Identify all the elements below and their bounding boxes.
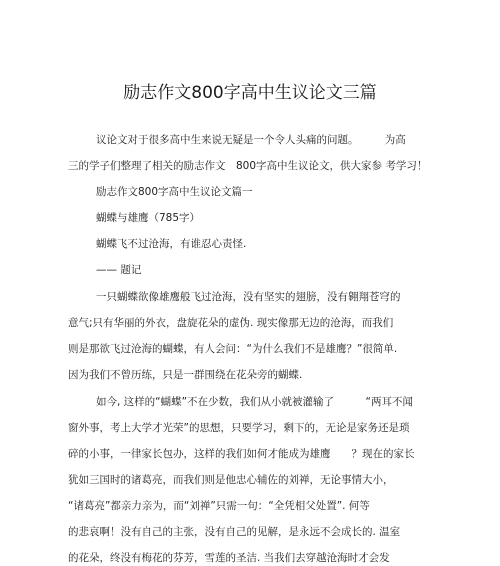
body-line: 一只蝴蝶欲像雄鹰般飞过沧海，没有坚实的翅膀，没有翱翔苍穹的	[96, 291, 401, 303]
body-line: “诸葛亮”都亲力亲为，而“刘禅”只需一句：“全凭相父处置”. 何等	[68, 500, 370, 512]
epigraph-attribution: —— 题记	[96, 264, 142, 276]
body-line: 的花朵，终没有梅花的芬芳，雪莲的圣洁. 当我们去穿越沧海时才会发	[68, 552, 390, 564]
body-line: 三的学子们整理了相关的励志作文 800字高中生议论文，供大家参 考学习！	[68, 160, 428, 172]
body-line: 如今, 这样的“蝴蝶”不在少数，我们从小就被灌输了 “两耳不闻	[96, 396, 413, 408]
body-line: 则是那欲飞过沧海的蝴蝶，有人会问：“为什么我们不是雄鹰？”很简单.	[68, 343, 398, 355]
section-heading: 励志作文800字高中生议论文篇一	[96, 186, 253, 198]
body-line: 窗外事，考上大学才光荣”的思想，只要学习，剩下的，无论是家务还是琐	[68, 422, 410, 434]
body-line: 犹如三国时的诸葛亮，而我们则是他忠心辅佐的刘禅，无论事情大小，	[68, 474, 394, 486]
body-line: 因为我们不曾历练，只是一群围绕在花朵旁的蝴蝶.	[68, 369, 303, 381]
body-line: 议论文对于很多高中生来说无疑是一个令人头痛的问题。 为高	[96, 134, 406, 146]
epigraph: 蝴蝶飞不过沧海，有谁忍心责怪.	[96, 238, 247, 250]
essay-title: 蝴蝶与雄鹰（785字）	[96, 212, 201, 224]
document-title: 励志作文800字高中生议论文三篇	[123, 83, 377, 103]
body-line: 意气;只有华丽的外衣，盘旋花朵的虚伪. 现实像那无边的沧海，而我们	[68, 317, 394, 329]
body-line: 的悲哀啊！没有自己的主张，没有自己的见解，是永远不会成长的. 温室	[68, 526, 401, 538]
body-line: 碎的小事，一律家长包办，这样的我们如何才能成为雄鹰 ？现在的家长	[68, 448, 415, 460]
